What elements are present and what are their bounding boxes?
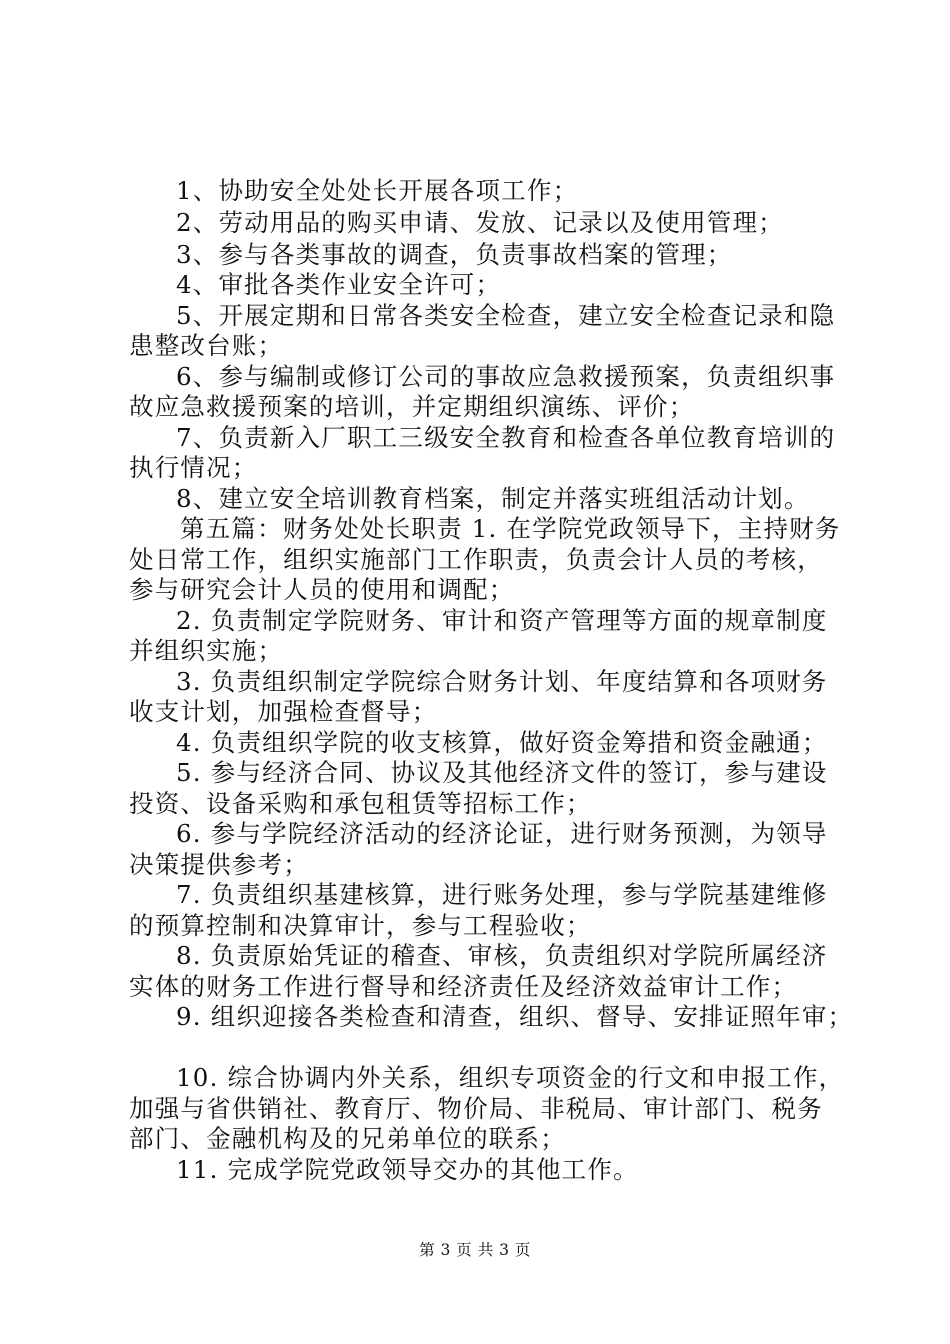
text-line: 6. 参与学院经济活动的经济论证，进行财务预测，为领导 — [176, 819, 828, 848]
text-line: 患整改台账； — [129, 331, 284, 360]
text-line: 部门、金融机构及的兄弟单位的联系； — [129, 1124, 566, 1153]
text-line: 3. 负责组织制定学院综合财务计划、年度结算和各项财务 — [176, 667, 828, 696]
text-line: 投资、设备采购和承包租赁等招标工作； — [129, 789, 592, 818]
text-line: 8、建立安全培训教育档案，制定并落实班组活动计划。 — [176, 484, 810, 513]
text-line: 2. 负责制定学院财务、审计和资产管理等方面的规章制度 — [176, 606, 828, 635]
text-line: 参与研究会计人员的使用和调配； — [129, 575, 515, 604]
text-line: 5、开展定期和日常各类安全检查，建立安全检查记录和隐 — [176, 301, 836, 330]
text-line: 5. 参与经济合同、协议及其他经济文件的签订，参与建设 — [176, 758, 828, 787]
text-line: 9. 组织迎接各类检查和清查，组织、督导、安排证照年审； — [176, 1002, 854, 1031]
text-line: 故应急救援预案的培训，并定期组织演练、评价； — [129, 392, 695, 421]
text-line: 决策提供参考； — [129, 850, 309, 879]
text-line: 6、参与编制或修订公司的事故应急救援预案，负责组织事 — [176, 362, 836, 391]
page-number-footer: 第 3 页 共 3 页 — [419, 1241, 531, 1259]
text-line: 4. 负责组织学院的收支核算，做好资金筹措和资金融通； — [176, 728, 828, 757]
text-line: 的预算控制和决算审计，参与工程验收； — [129, 911, 592, 940]
text-line: 10. 综合协调内外关系，组织专项资金的行文和申报工作， — [176, 1063, 845, 1092]
text-line: 7、负责新入厂职工三级安全教育和检查各单位教育培训的 — [176, 423, 836, 452]
text-line: 并组织实施； — [129, 636, 284, 665]
text-line: 收支计划，加强检查督导； — [129, 697, 438, 726]
text-line: 2、劳动用品的购买申请、发放、记录以及使用管理； — [176, 208, 784, 237]
section-heading-line: 第五篇：财务处处长职责 1. 在学院党政领导下，主持财务 — [180, 514, 841, 543]
text-line: 1、协助安全处处长开展各项工作； — [176, 176, 579, 205]
text-line: 11. 完成学院党政领导交办的其他工作。 — [176, 1155, 639, 1184]
text-line: 处日常工作，组织实施部门工作职责，负责会计人员的考核， — [129, 545, 823, 574]
text-line: 加强与省供销社、教育厅、物价局、非税局、审计部门、税务 — [129, 1094, 823, 1123]
text-line: 7. 负责组织基建核算，进行账务处理，参与学院基建维修 — [176, 880, 828, 909]
text-line: 8. 负责原始凭证的稽查、审核，负责组织对学院所属经济 — [176, 941, 828, 970]
text-line: 3、参与各类事故的调查，负责事故档案的管理； — [176, 240, 733, 269]
text-line: 实体的财务工作进行督导和经济责任及经济效益审计工作； — [129, 972, 798, 1001]
text-line: 4、审批各类作业安全许可； — [176, 270, 502, 299]
text-line: 执行情况； — [129, 453, 258, 482]
